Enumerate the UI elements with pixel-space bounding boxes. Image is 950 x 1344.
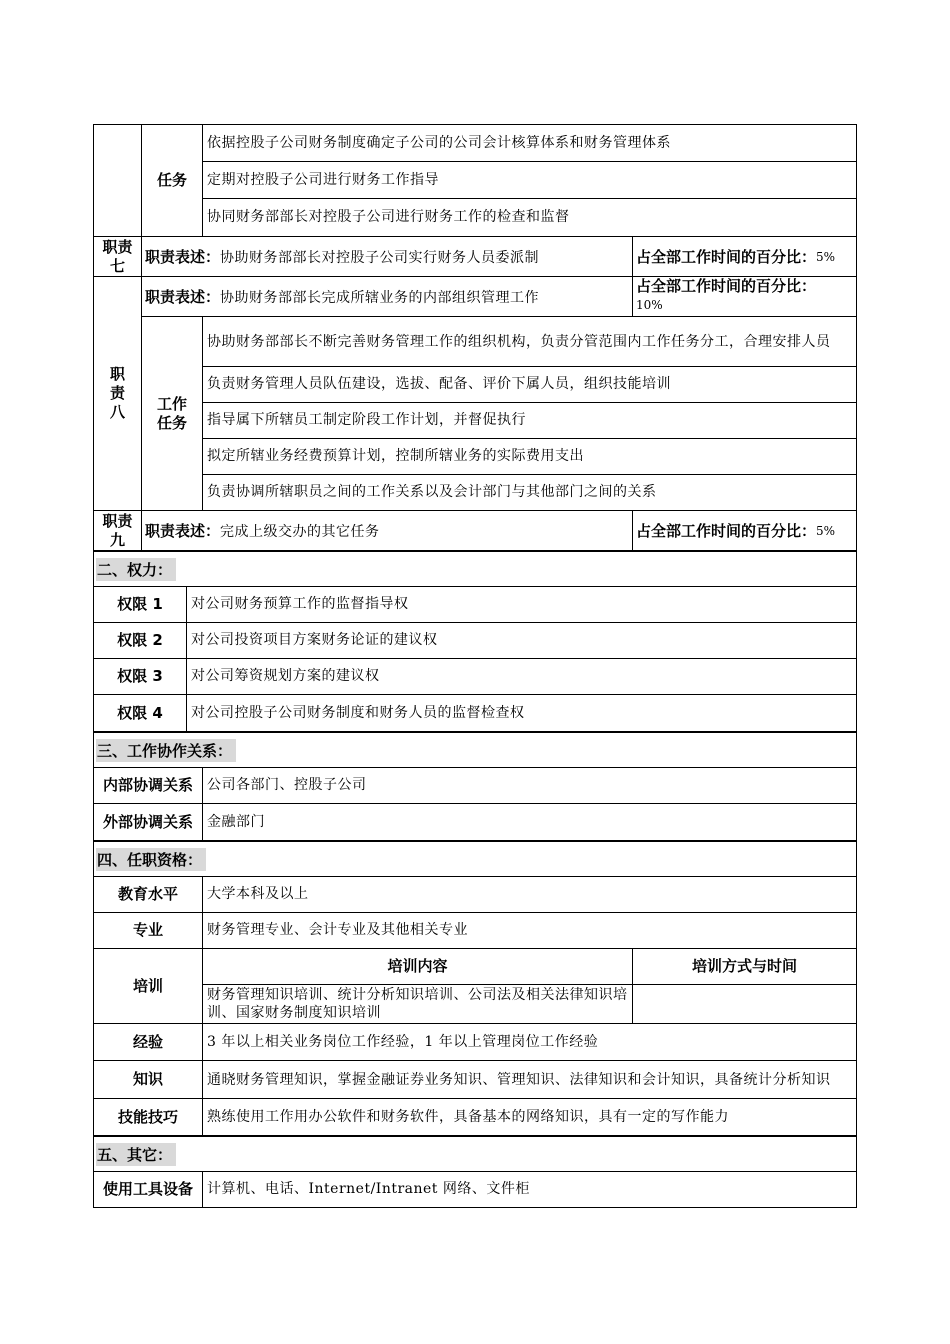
section4-title: 四、任职资格： — [96, 848, 206, 871]
major-label: 专业 — [93, 912, 203, 949]
knowledge-value: 通晓财务管理知识，掌握金融证券业务知识、管理知识、法律知识和会计知识，具备统计分析知识 — [202, 1060, 857, 1099]
internal-relations-value: 公司各部门、控股子公司 — [202, 767, 857, 804]
duty8-percentage — [632, 276, 857, 317]
training-method-value — [632, 984, 857, 1024]
skills-value: 熟练使用工作用办公软件和财务软件，具备基本的网络知识，具有一定的写作能力 — [202, 1098, 857, 1136]
duty9-pct-label: 占全部工作时间的百分比： — [636, 522, 817, 540]
duty7-pct-label: 占全部工作时间的百分比： — [636, 248, 817, 266]
training-content-header: 培训内容 — [202, 948, 633, 985]
tools-label: 使用工具设备 — [93, 1171, 203, 1208]
duty8-label: 职责八 — [93, 276, 142, 511]
power-4-value: 对公司控股子公司财务制度和财务人员的监督检查权 — [186, 694, 857, 732]
duty8-description — [141, 276, 633, 317]
duty9-percentage — [632, 510, 857, 551]
section3-header — [93, 731, 857, 768]
duty7-description — [141, 236, 633, 277]
duty7-pct-value: 5% — [816, 249, 836, 264]
experience-label: 经验 — [93, 1023, 203, 1061]
duty6-left-cell — [93, 124, 142, 237]
section5-title: 五、其它： — [96, 1143, 176, 1166]
power-3-value: 对公司筹资规划方案的建议权 — [186, 658, 857, 695]
duty8-desc-text: 协助财务部部长完成所辖业务的内部组织管理工作 — [220, 289, 540, 306]
section3-title: 三、工作协作关系： — [96, 739, 236, 762]
education-label: 教育水平 — [93, 876, 203, 913]
duty9-desc-label: 职责表述： — [145, 522, 221, 540]
skills-label: 技能技巧 — [93, 1098, 203, 1136]
duty6-task-2: 定期对控股子公司进行财务工作指导 — [202, 161, 857, 199]
duty7-label: 职责七 — [93, 236, 142, 277]
education-value: 大学本科及以上 — [202, 876, 857, 913]
duty8-desc-label: 职责表述： — [145, 288, 221, 306]
power-2-value: 对公司投资项目方案财务论证的建议权 — [186, 622, 857, 659]
training-label: 培训 — [93, 948, 203, 1024]
duty7-percentage — [632, 236, 857, 277]
major-value: 财务管理专业、会计专业及其他相关专业 — [202, 912, 857, 949]
section5-header — [93, 1135, 857, 1172]
power-2-label: 权限 2 — [93, 622, 187, 659]
power-3-label: 权限 3 — [93, 658, 187, 695]
duty8-task-4: 拟定所辖业务经费预算计划，控制所辖业务的实际费用支出 — [202, 438, 857, 475]
duty6-task-label: 任务 — [141, 124, 203, 237]
external-relations-label: 外部协调关系 — [93, 803, 203, 841]
training-method-header: 培训方式与时间 — [632, 948, 857, 985]
section2-title: 二、权力： — [96, 558, 176, 581]
knowledge-label: 知识 — [93, 1060, 203, 1099]
training-content-value: 财务管理知识培训、统计分析知识培训、公司法及相关法律知识培训、国家财务制度知识培训 — [202, 984, 633, 1024]
power-4-label: 权限 4 — [93, 694, 187, 732]
section4-header — [93, 840, 857, 877]
duty8-task-label: 工作任务 — [141, 316, 203, 511]
section2-header — [93, 550, 857, 587]
experience-value: 3 年以上相关业务岗位工作经验，1 年以上管理岗位工作经验 — [202, 1023, 857, 1061]
duty9-description — [141, 510, 633, 551]
duty8-task-5: 负责协调所辖职员之间的工作关系以及会计部门与其他部门之间的关系 — [202, 474, 857, 511]
duty8-task-3: 指导属下所辖员工制定阶段工作计划，并督促执行 — [202, 402, 857, 439]
power-1-value: 对公司财务预算工作的监督指导权 — [186, 586, 857, 623]
duty7-desc-label: 职责表述： — [145, 248, 221, 266]
duty9-label: 职责九 — [93, 510, 142, 551]
duty9-desc-text: 完成上级交办的其它任务 — [220, 523, 380, 540]
duty8-task-1: 协助财务部部长不断完善财务管理工作的组织机构，负责分管范围内工作任务分工，合理安排人员 — [202, 316, 857, 367]
duty6-task-3: 协同财务部部长对控股子公司进行财务工作的检查和监督 — [202, 198, 857, 237]
duty7-desc-text: 协助财务部部长对控股子公司实行财务人员委派制 — [220, 249, 540, 266]
duty8-task-2: 负责财务管理人员队伍建设，选拔、配备、评价下属人员，组织技能培训 — [202, 366, 857, 403]
internal-relations-label: 内部协调关系 — [93, 767, 203, 804]
duty9-pct-value: 5% — [816, 523, 836, 538]
external-relations-value: 金融部门 — [202, 803, 857, 841]
power-1-label: 权限 1 — [93, 586, 187, 623]
duty6-task-1: 依据控股子公司财务制度确定子公司的公司会计核算体系和财务管理体系 — [202, 124, 857, 162]
tools-value: 计算机、电话、Internet/Intranet 网络、文件柜 — [202, 1171, 857, 1208]
duty8-pct-label: 占全部工作时间的百分比： — [636, 277, 817, 295]
duty8-pct-value: 10% — [636, 298, 663, 312]
